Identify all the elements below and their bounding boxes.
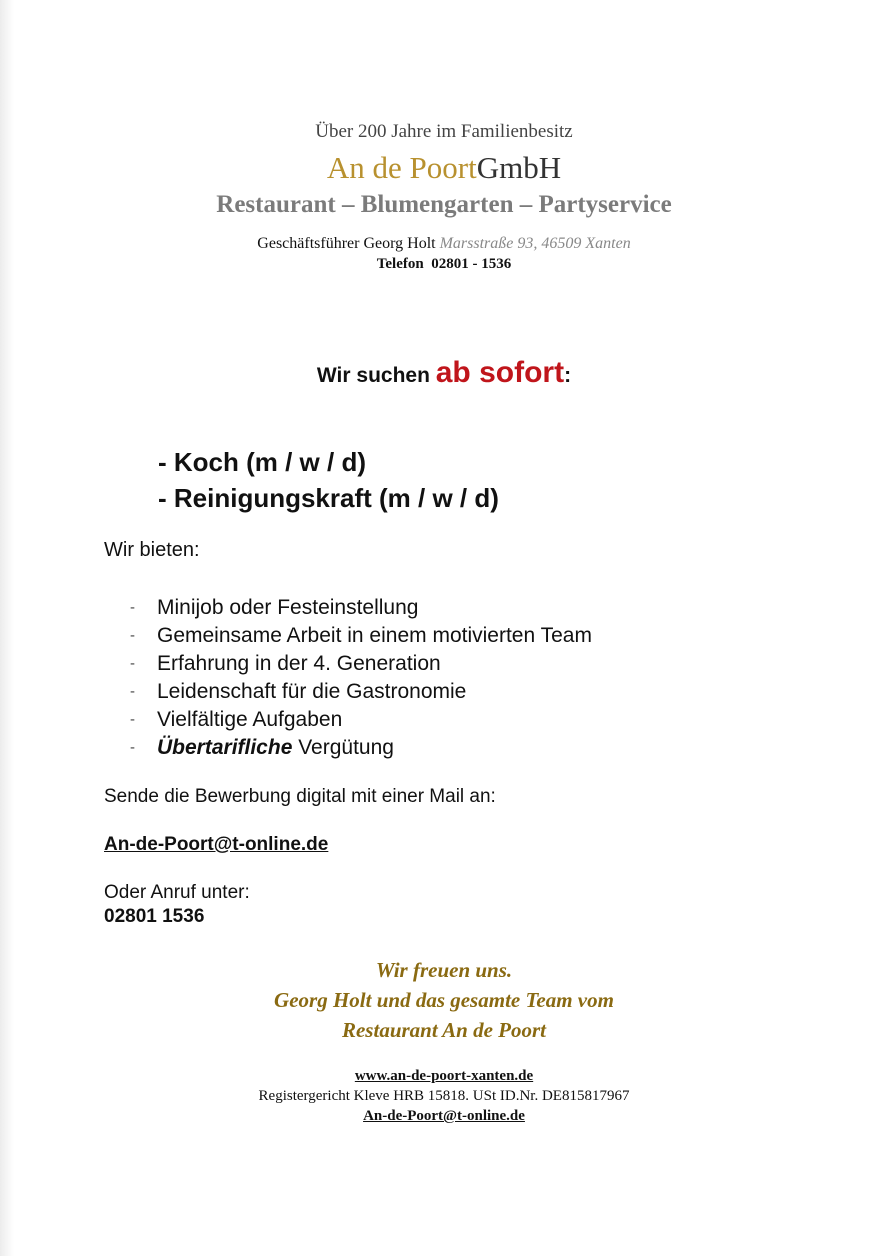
footer bbox=[0, 1066, 888, 1126]
search-suffix: : bbox=[564, 364, 572, 387]
call-number: 02801 1536 bbox=[104, 906, 205, 927]
list-item bbox=[130, 678, 592, 706]
list-item bbox=[130, 706, 592, 734]
job-list bbox=[158, 444, 499, 516]
tagline: Über 200 Jahre im Familienbesitz bbox=[315, 121, 573, 142]
benefit-text: Erfahrung in der 4. Generation bbox=[157, 652, 441, 675]
website-link[interactable]: www.an-de-poort-xanten.de bbox=[354, 1068, 534, 1084]
manager-name: Geschäftsführer Georg Holt bbox=[257, 235, 436, 252]
closing-note bbox=[0, 955, 888, 1045]
manager-address-line bbox=[0, 235, 888, 253]
bullet-dash: - bbox=[130, 711, 135, 728]
benefit-text: Gemeinsame Arbeit in einem motivierten Team bbox=[157, 624, 592, 647]
company-name-main: An de Poort bbox=[326, 150, 477, 185]
offer-label: Wir bieten: bbox=[104, 539, 200, 561]
address: Marsstraße 93, 46509 Xanten bbox=[439, 235, 631, 252]
bullet-dash: - bbox=[130, 627, 135, 644]
apply-instruction: Sende die Bewerbung digital mit einer Mail an: bbox=[104, 786, 496, 807]
register-info: Registergericht Kleve HRB 15818. USt ID.Nr. DE815817967 bbox=[258, 1088, 630, 1104]
search-highlight: ab sofort bbox=[435, 356, 565, 389]
search-prefix: Wir suchen bbox=[316, 364, 430, 387]
bullet-dash: - bbox=[130, 739, 135, 756]
benefit-list bbox=[130, 594, 592, 762]
call-label: Oder Anruf unter: bbox=[104, 882, 250, 903]
company-name bbox=[0, 150, 888, 186]
bullet-dash: - bbox=[130, 599, 135, 616]
benefit-text: Leidenschaft für die Gastronomie bbox=[157, 680, 467, 703]
bullet-dash: - bbox=[130, 655, 135, 672]
list-item bbox=[130, 594, 592, 622]
search-heading bbox=[0, 356, 888, 390]
services-line: Restaurant – Blumengarten – Partyservice bbox=[216, 191, 672, 218]
list-item bbox=[130, 622, 592, 650]
bullet-dash: - bbox=[130, 683, 135, 700]
job-item-cook: - Koch (m / w / d) bbox=[158, 447, 366, 477]
company-name-suffix: GmbH bbox=[476, 150, 562, 185]
header-phone: Telefon 02801 - 1536 bbox=[376, 256, 512, 272]
job-item-cleaner: - Reinigungskraft (m / w / d) bbox=[158, 483, 499, 513]
closing-line-3: Restaurant An de Poort bbox=[341, 1018, 546, 1042]
benefit-emphasis: Übertarifliche bbox=[157, 736, 293, 759]
closing-line-2: Georg Holt und das gesamte Team vom bbox=[274, 988, 614, 1012]
benefit-text: Vielfältige Aufgaben bbox=[157, 708, 343, 731]
benefit-text: Minijob oder Festeinstellung bbox=[157, 596, 419, 619]
benefit-text: Vergütung bbox=[292, 736, 394, 759]
footer-email-link[interactable]: An-de-Poort@t-online.de bbox=[363, 1108, 525, 1124]
closing-line-1: Wir freuen uns. bbox=[375, 958, 513, 982]
email-link[interactable]: An-de-Poort@t-online.de bbox=[104, 834, 329, 855]
list-item bbox=[130, 650, 592, 678]
list-item bbox=[130, 734, 592, 762]
